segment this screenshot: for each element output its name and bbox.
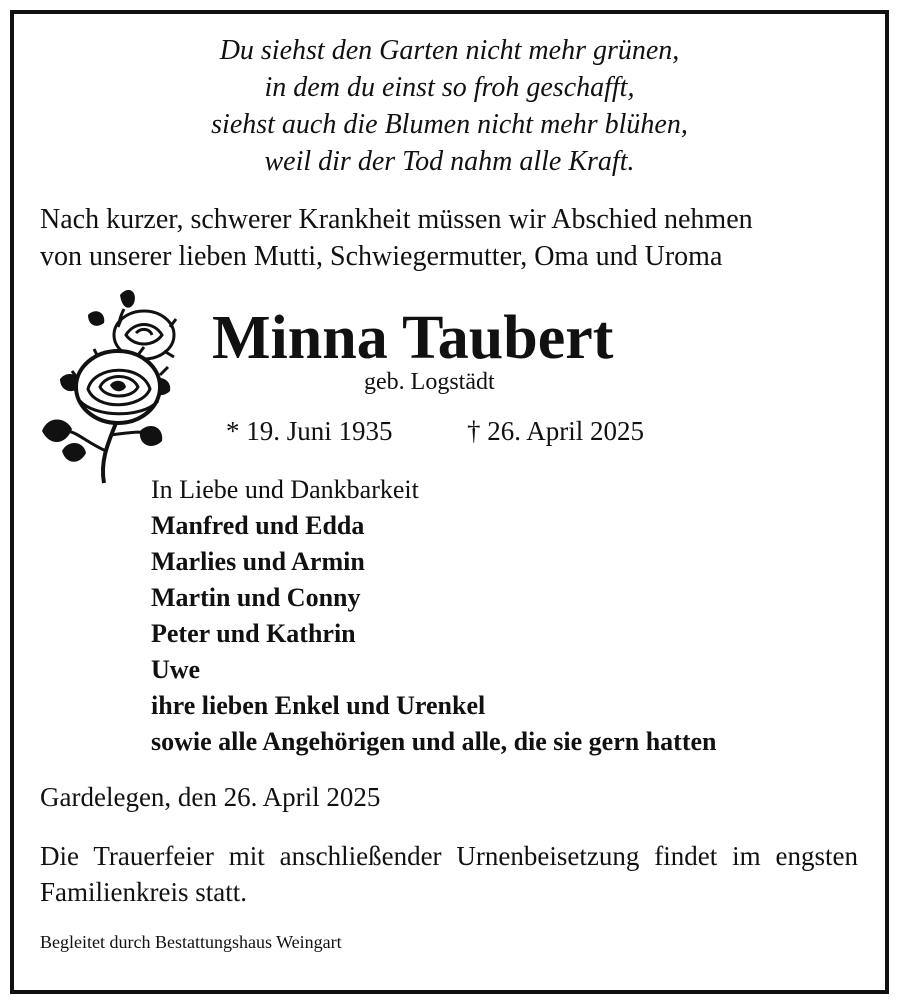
mourner-name: ihre lieben Enkel und Urenkel xyxy=(151,691,486,720)
mourner-name: Marlies und Armin xyxy=(151,547,365,576)
funeral-notice: Die Trauerfeier mit anschließender Urnenbeisetzung findet im engsten Familienkreis statt. xyxy=(40,841,858,907)
mourners-list xyxy=(151,472,717,760)
mourner-name: Peter und Kathrin xyxy=(151,619,356,648)
undertaker-credit: Begleitet durch Bestattungshaus Weingart xyxy=(40,932,342,952)
rose-icon xyxy=(38,283,186,488)
intro-line: Nach kurzer, schwerer Krankheit müssen wir Abschied nehmen xyxy=(40,204,753,235)
poem-line: weil dir der Tod nahm alle Kraft. xyxy=(264,146,635,177)
mourner-name: sowie alle Angehörigen und alle, die sie gern hatten xyxy=(151,727,717,756)
maiden-name: geb. Logstädt xyxy=(364,369,495,395)
mourner-name: Manfred und Edda xyxy=(151,511,365,540)
poem xyxy=(0,32,899,180)
birth-date: * 19. Juni 1935 xyxy=(226,416,393,446)
deceased-name: Minna Taubert xyxy=(212,304,614,372)
poem-line: siehst auch die Blumen nicht mehr blühen, xyxy=(211,109,688,140)
place-date: Gardelegen, den 26. April 2025 xyxy=(40,782,381,812)
intro-text xyxy=(40,201,860,275)
mourner-name: Uwe xyxy=(151,655,201,684)
poem-line: Du siehst den Garten nicht mehr grünen, xyxy=(219,35,680,66)
intro-line: von unserer lieben Mutti, Schwiegermutter, Oma und Uroma xyxy=(40,241,723,272)
mourners-lead: In Liebe und Dankbarkeit xyxy=(151,475,419,504)
death-date: † 26. April 2025 xyxy=(467,416,645,446)
mourner-name: Martin und Conny xyxy=(151,583,361,612)
poem-line: in dem du einst so froh geschafft, xyxy=(264,72,635,103)
